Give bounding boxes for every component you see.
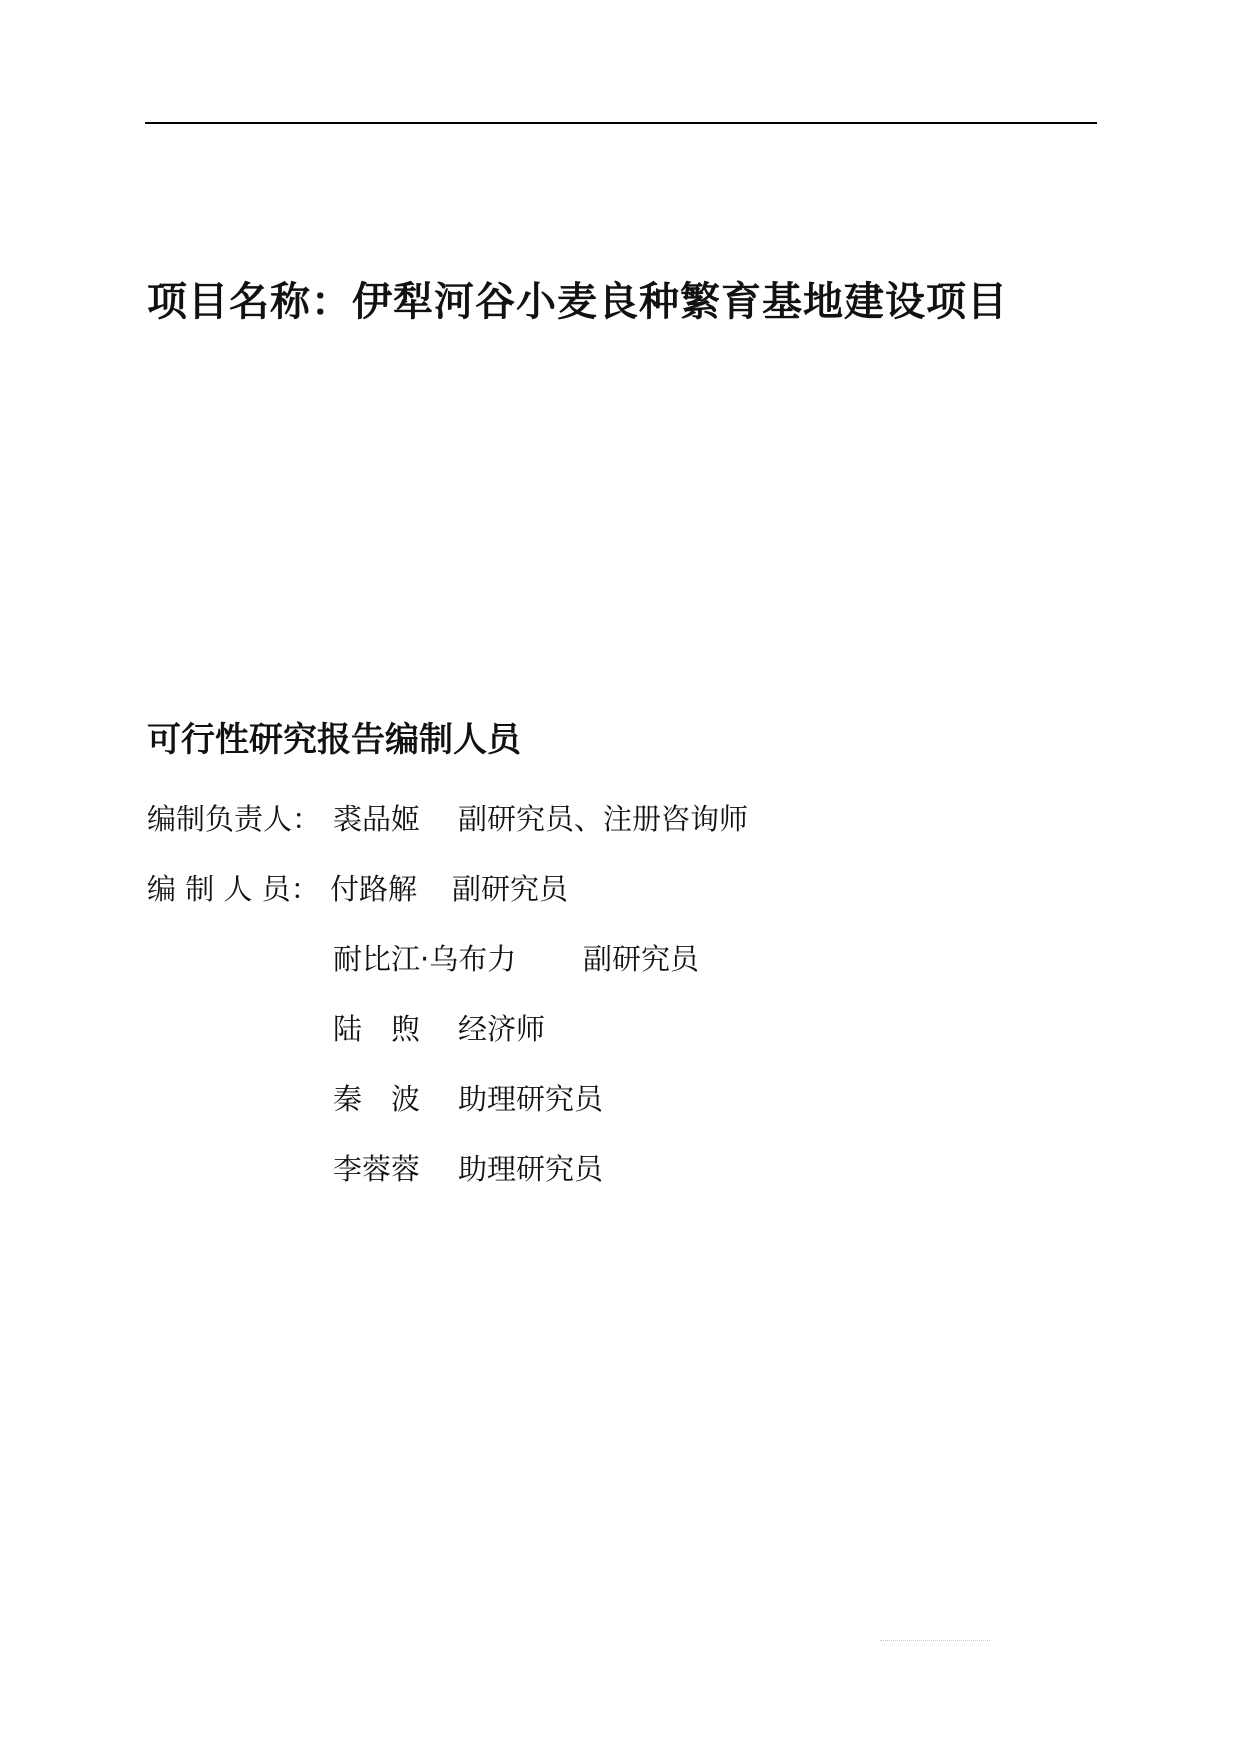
- staff-label: 编 制 人 员：: [147, 872, 320, 906]
- staff-name: 秦 波: [333, 1082, 421, 1116]
- staff-name: 付路解: [330, 872, 418, 906]
- project-title: 项目名称：伊犁河谷小麦良种繁育基地建设项目: [147, 279, 1008, 325]
- footer-mark: [880, 1640, 990, 1641]
- staff-role: 助理研究员: [458, 1152, 604, 1186]
- leader-role: 副研究员、注册咨询师: [458, 802, 749, 836]
- leader-name: 裘品姬: [333, 802, 421, 836]
- staff-role: 助理研究员: [458, 1082, 604, 1116]
- staff-role: 副研究员: [583, 942, 700, 976]
- staff-role: 经济师: [458, 1012, 546, 1046]
- leader-label: 编制负责人：: [147, 802, 322, 836]
- staff-name: 陆 煦: [333, 1012, 421, 1046]
- header-rule: [145, 122, 1097, 124]
- staff-name: 耐比江·乌布力: [333, 942, 517, 976]
- staff-role: 副研究员: [452, 872, 569, 906]
- staff-name: 李蓉蓉: [333, 1152, 421, 1186]
- section-heading: 可行性研究报告编制人员: [147, 720, 521, 760]
